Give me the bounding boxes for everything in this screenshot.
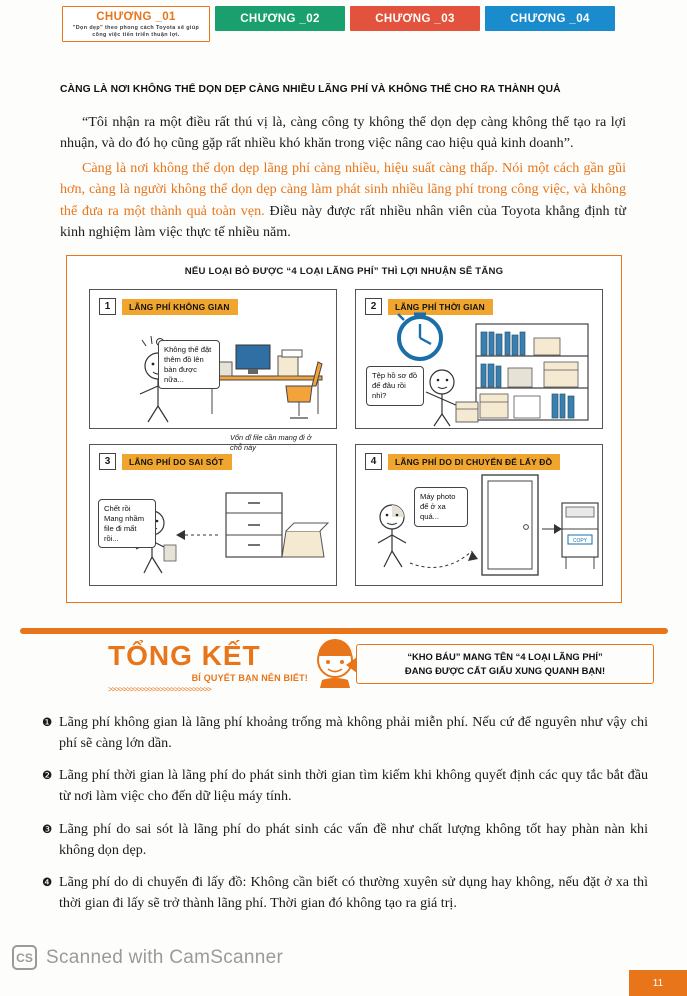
camscanner-watermark — [12, 945, 283, 970]
figure-quadrant-3 — [89, 433, 337, 586]
paragraph-body-emphasis: Càng là nơi không thể dọn dẹp lãng phí càng nhiều, hiệu suất càng thấp. Nói một cách gần gũi hơn, càng là người không thể dọn dẹp càng làm phát sinh nhiều lãng phí trong công việc, và không thể đưa ra một thành quả toàn vẹn. — [60, 160, 626, 219]
quadrant-2-label: LÃNG PHÍ THỜI GIAN — [388, 299, 493, 315]
quadrant-4-speech-bubble: Máy photo để ở xa quá... — [414, 487, 468, 527]
quadrant-4-illustration — [356, 445, 604, 587]
summary-title: TỔNG KẾT — [108, 640, 261, 671]
bullet-marker: ❷ — [42, 770, 53, 783]
bullet-text: Lãng phí do sai sót là lãng phí do phát sinh các vấn đề như chất lượng không tốt hay phàn nàn khi không dọn dẹp. — [59, 820, 648, 858]
bullet-marker: ❹ — [42, 876, 53, 889]
list-item — [42, 872, 648, 914]
bullet-marker: ❶ — [42, 717, 53, 729]
page-number: 11 — [629, 970, 687, 996]
bullet-marker: ❸ — [42, 823, 53, 836]
quadrant-1-number: 1 — [99, 298, 116, 315]
quadrant-1-speech-bubble: Không thể đặt thêm đồ lên bàn được nữa... — [158, 340, 220, 389]
quadrant-3-number: 3 — [99, 453, 116, 470]
tab-chapter-02[interactable]: CHƯƠNG _02 — [215, 6, 345, 31]
bullet-text: Lãng phí không gian là lãng phí khoảng trống mà không phải miễn phí. Nếu cứ để nguyên như vậy chi phí sẽ càng lớn dần. — [59, 714, 648, 752]
quadrant-3-label: LÃNG PHÍ DO SAI SÓT — [122, 454, 232, 470]
quadrant-4-label: LÃNG PHÍ DO DI CHUYỂN ĐỂ LẤY ĐỒ — [388, 454, 560, 470]
summary-bullet-list — [42, 712, 648, 925]
tab-chapter-03[interactable]: CHƯƠNG _03 — [350, 6, 480, 31]
summary-callout-line-2: ĐANG ĐƯỢC CẤT GIẤU XUNG QUANH BẠN! — [404, 665, 606, 676]
paragraph-body-rest: Điều này được rất nhiều nhân viên của Toyota khẳng định từ kinh nghiệm làm việc thực tế nhiều năm. — [60, 202, 626, 241]
summary-arrow-decoration: >>>>>>>>>>>>>>>>>>>>>>>>>>>> — [108, 685, 211, 694]
svg-text:COPY: COPY — [572, 538, 588, 544]
list-item — [42, 712, 648, 754]
list-item — [42, 819, 648, 861]
quadrant-3-note: Vốn dĩ file cần mang đi ở chỗ này — [230, 433, 312, 452]
paragraph-body — [60, 158, 626, 244]
bullet-text: Lãng phí do di chuyển đi lấy đồ: Không cần biết có thường xuyên sử dụng hay không, nếu đặt ở xa thì thời gian đi lấy sẽ trở thành lãng phí. Thời gian đó không tạo ra giá trị. — [59, 873, 648, 911]
tab-chapter-04[interactable]: CHƯƠNG _04 — [485, 6, 615, 31]
quadrant-4-number: 4 — [365, 453, 382, 470]
bullet-text: Lãng phí thời gian là lãng phí do phát sinh thời gian tìm kiếm khi không quyết định các quy tắc bắt đầu từ nơi làm việc cho đến dữ liệu máy tính. — [59, 767, 648, 805]
tab-chapter-01-subtitle: "Dọn dẹp" theo phong cách Toyota sẽ giúp công việc tiến triển thuận lợi. — [72, 24, 200, 38]
quadrant-3-speech-bubble: Chết rồi Mang nhầm file đi mất rồi... — [98, 499, 156, 548]
camscanner-logo-icon: CS — [12, 945, 37, 970]
figure-title: NẾU LOẠI BỎ ĐƯỢC “4 LOẠI LÃNG PHÍ” THÌ LỢI NHUẬN SẼ TĂNG — [184, 266, 504, 277]
summary-callout — [356, 644, 654, 684]
tab-chapter-01-label: CHƯƠNG _01 — [96, 10, 176, 23]
quadrant-2-illustration — [356, 290, 604, 430]
figure-quadrant-4 — [355, 444, 603, 586]
quadrant-2-number: 2 — [365, 298, 382, 315]
summary-heading-group — [108, 642, 308, 694]
camscanner-watermark-text: Scanned with CamScanner — [46, 946, 284, 968]
tab-chapter-01[interactable] — [62, 6, 210, 42]
section-heading: CÀNG LÀ NƠI KHÔNG THỂ DỌN DẸP CÀNG NHIỀU LÃNG PHÍ VÀ KHÔNG THỂ CHO RA THÀNH QUẢ — [60, 84, 561, 95]
paragraph-quote-text: “Tôi nhận ra một điều rất thú vị là, càng công ty không thể dọn dẹp càng không thể tạo ra lợi nhuận, và do đó họ cũng gặp rất nhiều khó khăn trong việc nâng cao hiệu quả kinh doanh”. — [60, 114, 626, 152]
figure-quadrant-1 — [89, 289, 337, 429]
list-item — [42, 765, 648, 807]
summary-section — [20, 628, 668, 926]
chapter-tab-bar — [0, 6, 687, 44]
quadrant-1-label: LÃNG PHÍ KHÔNG GIAN — [122, 299, 238, 315]
paragraph-quote — [60, 112, 626, 155]
figure-quadrant-2 — [355, 289, 603, 429]
quadrant-2-speech-bubble: Tệp hồ sơ đồ để đâu rồi nhỉ? — [366, 366, 424, 406]
summary-subtitle: BÍ QUYẾT BẠN NÊN BIẾT! — [191, 673, 308, 683]
four-wastes-figure — [66, 255, 622, 603]
summary-callout-line-1: “KHO BÁU” MANG TÊN “4 LOẠI LÃNG PHÍ” — [407, 651, 603, 663]
